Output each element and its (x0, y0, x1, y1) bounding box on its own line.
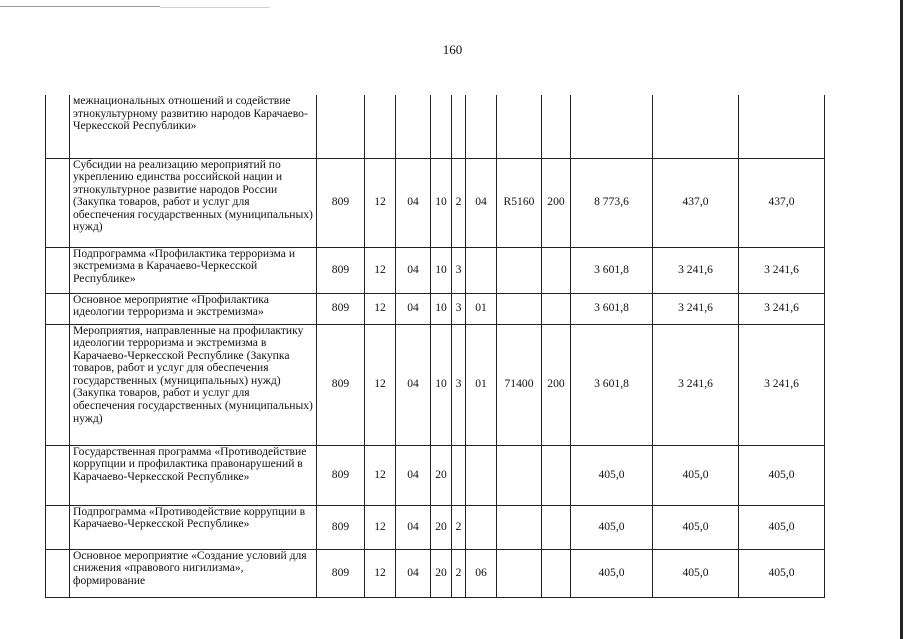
code-subsection: 04 (396, 324, 431, 445)
code-section: 12 (365, 549, 396, 597)
code-event: 01 (466, 324, 497, 445)
code-program: 10 (431, 324, 452, 445)
scan-artifact-line (0, 6, 160, 7)
code-subsection: 04 (396, 158, 431, 247)
code-subprogram: 2 (452, 549, 466, 597)
amount-1: 3 601,8 (571, 324, 653, 445)
amount-3: 405,0 (739, 549, 825, 597)
code-expense-type (542, 95, 571, 158)
index-cell (46, 549, 70, 597)
code-direction: 71400 (497, 324, 542, 445)
row-name: Государственная программа «Противодействие коррупции и профилактика правонарушений в Карачаево-Черкесской Республике» (70, 445, 317, 505)
code-program: 20 (431, 505, 452, 549)
code-subsection: 04 (396, 293, 431, 324)
amount-3: 405,0 (739, 505, 825, 549)
code-event (466, 505, 497, 549)
amount-3: 3 241,6 (739, 324, 825, 445)
code-expense-type (542, 549, 571, 597)
amount-2: 3 241,6 (653, 324, 739, 445)
code-ministry (317, 95, 365, 158)
index-cell (46, 445, 70, 505)
code-ministry: 809 (317, 505, 365, 549)
amount-1: 405,0 (571, 445, 653, 505)
code-expense-type: 200 (542, 324, 571, 445)
amount-3: 437,0 (739, 158, 825, 247)
code-subprogram (452, 445, 466, 505)
code-direction (497, 549, 542, 597)
amount-2 (653, 95, 739, 158)
code-direction (497, 445, 542, 505)
code-subsection: 04 (396, 505, 431, 549)
code-program: 20 (431, 445, 452, 505)
table-row (46, 247, 825, 293)
code-event: 01 (466, 293, 497, 324)
code-event (466, 445, 497, 505)
row-name: Основное мероприятие «Профилактика идеологии терроризма и экстремизма» (70, 293, 317, 324)
code-event (466, 247, 497, 293)
index-cell (46, 505, 70, 549)
code-subprogram: 2 (452, 158, 466, 247)
code-direction (497, 247, 542, 293)
code-ministry: 809 (317, 549, 365, 597)
amount-2: 405,0 (653, 549, 739, 597)
code-direction (497, 95, 542, 158)
scan-edge (900, 0, 903, 639)
code-subsection: 04 (396, 549, 431, 597)
code-subsection: 04 (396, 445, 431, 505)
amount-3: 405,0 (739, 445, 825, 505)
code-section: 12 (365, 324, 396, 445)
code-expense-type (542, 505, 571, 549)
code-direction (497, 505, 542, 549)
code-expense-type: 200 (542, 158, 571, 247)
amount-3: 3 241,6 (739, 293, 825, 324)
code-expense-type (542, 247, 571, 293)
code-expense-type (542, 445, 571, 505)
code-event: 04 (466, 158, 497, 247)
code-subprogram: 3 (452, 324, 466, 445)
amount-2: 437,0 (653, 158, 739, 247)
amount-1: 405,0 (571, 505, 653, 549)
code-program: 20 (431, 549, 452, 597)
amount-2: 405,0 (653, 445, 739, 505)
code-subprogram: 2 (452, 505, 466, 549)
amount-2: 405,0 (653, 505, 739, 549)
amount-1: 3 601,8 (571, 247, 653, 293)
code-ministry: 809 (317, 247, 365, 293)
row-name: межнациональных отношений и содействие этнокультурному развитию народов Карачаево-Черкесской Республики» (70, 95, 317, 158)
table-row (46, 158, 825, 247)
code-ministry: 809 (317, 445, 365, 505)
amount-2: 3 241,6 (653, 293, 739, 324)
scan-artifact-line (160, 7, 270, 8)
table-row (46, 293, 825, 324)
amount-1 (571, 95, 653, 158)
amount-3 (739, 95, 825, 158)
code-expense-type (542, 293, 571, 324)
code-direction (497, 293, 542, 324)
amount-1: 3 601,8 (571, 293, 653, 324)
table-row (46, 505, 825, 549)
amount-1: 8 773,6 (571, 158, 653, 247)
code-direction: R5160 (497, 158, 542, 247)
code-section: 12 (365, 293, 396, 324)
budget-table (45, 95, 825, 598)
code-ministry: 809 (317, 158, 365, 247)
code-subprogram (452, 95, 466, 158)
row-name: Подпрограмма «Профилактика терроризма и экстремизма в Карачаево-Черкесской Республике» (70, 247, 317, 293)
code-subprogram: 3 (452, 247, 466, 293)
code-section: 12 (365, 247, 396, 293)
amount-2: 3 241,6 (653, 247, 739, 293)
table-row (46, 549, 825, 597)
code-program (431, 95, 452, 158)
amount-1: 405,0 (571, 549, 653, 597)
code-program: 10 (431, 158, 452, 247)
row-name: Подпрограмма «Противодействие коррупции в Карачаево-Черкесской Республике» (70, 505, 317, 549)
code-subsection (396, 95, 431, 158)
code-subprogram: 3 (452, 293, 466, 324)
code-section: 12 (365, 505, 396, 549)
index-cell (46, 247, 70, 293)
index-cell (46, 158, 70, 247)
table-row (46, 324, 825, 445)
row-name: Субсидии на реализацию мероприятий по укреплению единства российской нации и этнокультурное развитие народов России (Закупка товаров, работ и услуг для обеспечения государственных (муниципальных) нужд) (70, 158, 317, 247)
code-section: 12 (365, 158, 396, 247)
code-event (466, 95, 497, 158)
table-row (46, 95, 825, 158)
row-name: Основное мероприятие «Создание условий для снижения «правового нигилизма», формирование (70, 549, 317, 597)
table-row (46, 445, 825, 505)
row-name: Мероприятия, направленные на профилактику идеологии терроризма и экстремизма в Карачаево-Черкесской Республике (Закупка товаров, работ и услуг для обеспечения государственных (муниципальных) нужд) (Закупка товаров, работ и услуг для обеспечения государственных (муниципальных) нужд) (70, 324, 317, 445)
amount-3: 3 241,6 (739, 247, 825, 293)
code-section (365, 95, 396, 158)
index-cell (46, 293, 70, 324)
page-number: 160 (442, 42, 463, 57)
code-ministry: 809 (317, 293, 365, 324)
code-program: 10 (431, 247, 452, 293)
code-subsection: 04 (396, 247, 431, 293)
code-event: 06 (466, 549, 497, 597)
code-section: 12 (365, 445, 396, 505)
code-program: 10 (431, 293, 452, 324)
index-cell (46, 324, 70, 445)
index-cell (46, 95, 70, 158)
code-ministry: 809 (317, 324, 365, 445)
